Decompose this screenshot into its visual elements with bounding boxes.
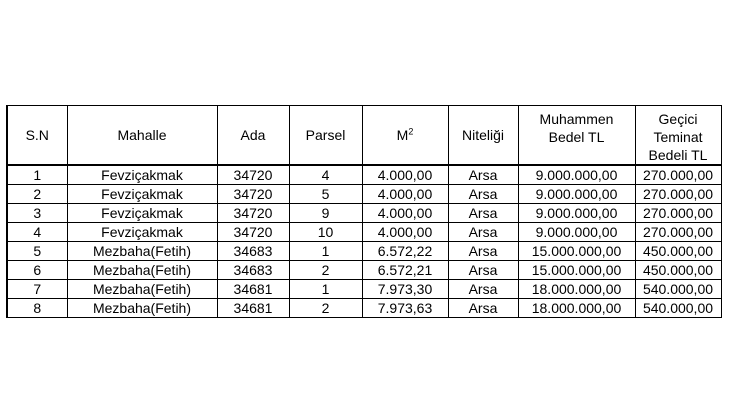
cell-sn: 7	[7, 280, 67, 299]
cell-niteligi: Arsa	[448, 280, 518, 299]
header-gecici-teminat: Geçici Teminat Bedeli TL	[635, 106, 721, 166]
header-m2	[362, 106, 448, 166]
cell-mahalle: Fevziçakmak	[67, 185, 217, 204]
cell-muhammen-bedel: 9.000.000,00	[518, 185, 635, 204]
cell-m2: 4.000,00	[362, 204, 448, 223]
cell-mahalle: Fevziçakmak	[67, 223, 217, 242]
table-row	[7, 261, 721, 280]
header-ada: Ada	[217, 106, 289, 166]
table-body	[7, 165, 721, 318]
cell-ada: 34720	[217, 165, 289, 185]
header-parsel: Parsel	[289, 106, 362, 166]
cell-sn: 8	[7, 299, 67, 318]
cell-m2: 7.973,63	[362, 299, 448, 318]
cell-m2: 6.572,21	[362, 261, 448, 280]
cell-sn: 5	[7, 242, 67, 261]
cell-niteligi: Arsa	[448, 299, 518, 318]
cell-parsel: 10	[289, 223, 362, 242]
cell-parsel: 1	[289, 280, 362, 299]
cell-muhammen-bedel: 18.000.000,00	[518, 280, 635, 299]
cell-muhammen-bedel: 9.000.000,00	[518, 204, 635, 223]
cell-niteligi: Arsa	[448, 165, 518, 185]
cell-muhammen-bedel: 18.000.000,00	[518, 299, 635, 318]
cell-mahalle: Fevziçakmak	[67, 204, 217, 223]
cell-m2: 4.000,00	[362, 223, 448, 242]
cell-muhammen-bedel: 15.000.000,00	[518, 261, 635, 280]
cell-mahalle: Mezbaha(Fetih)	[67, 299, 217, 318]
cell-parsel: 2	[289, 261, 362, 280]
cell-sn: 4	[7, 223, 67, 242]
table-row	[7, 280, 721, 299]
cell-gecici-teminat: 270.000,00	[635, 204, 721, 223]
header-m2-base: M	[396, 127, 409, 143]
cell-sn: 1	[7, 165, 67, 185]
header-muhammen-bedel: Muhammen Bedel TL	[518, 106, 635, 166]
cell-parsel: 9	[289, 204, 362, 223]
cell-mahalle: Mezbaha(Fetih)	[67, 242, 217, 261]
cell-ada: 34720	[217, 204, 289, 223]
cell-sn: 6	[7, 261, 67, 280]
cell-parsel: 2	[289, 299, 362, 318]
cell-ada: 34720	[217, 185, 289, 204]
table-row	[7, 165, 721, 185]
cell-niteligi: Arsa	[448, 261, 518, 280]
table-header-row	[7, 106, 721, 166]
cell-m2: 7.973,30	[362, 280, 448, 299]
cell-parsel: 5	[289, 185, 362, 204]
table-row	[7, 223, 721, 242]
cell-niteligi: Arsa	[448, 223, 518, 242]
cell-muhammen-bedel: 9.000.000,00	[518, 165, 635, 185]
cell-gecici-teminat: 540.000,00	[635, 280, 721, 299]
cell-mahalle: Mezbaha(Fetih)	[67, 261, 217, 280]
cell-m2: 4.000,00	[362, 165, 448, 185]
header-mahalle: Mahalle	[67, 106, 217, 166]
cell-muhammen-bedel: 9.000.000,00	[518, 223, 635, 242]
header-sn: S.N	[7, 106, 67, 166]
cell-parsel: 1	[289, 242, 362, 261]
table-row	[7, 204, 721, 223]
cell-niteligi: Arsa	[448, 242, 518, 261]
cell-ada: 34681	[217, 280, 289, 299]
cell-ada: 34681	[217, 299, 289, 318]
cell-sn: 3	[7, 204, 67, 223]
cell-sn: 2	[7, 185, 67, 204]
cell-muhammen-bedel: 15.000.000,00	[518, 242, 635, 261]
header-m2-superscript: 2	[408, 126, 414, 137]
cell-ada: 34683	[217, 261, 289, 280]
table-row	[7, 299, 721, 318]
table-row	[7, 185, 721, 204]
cell-m2: 4.000,00	[362, 185, 448, 204]
cell-parsel: 4	[289, 165, 362, 185]
cell-gecici-teminat: 270.000,00	[635, 165, 721, 185]
table-row	[7, 242, 721, 261]
cell-niteligi: Arsa	[448, 204, 518, 223]
cell-mahalle: Mezbaha(Fetih)	[67, 280, 217, 299]
cell-gecici-teminat: 270.000,00	[635, 185, 721, 204]
cell-niteligi: Arsa	[448, 185, 518, 204]
cell-ada: 34720	[217, 223, 289, 242]
header-niteligi: Niteliği	[448, 106, 518, 166]
land-sale-table	[6, 105, 722, 318]
cell-gecici-teminat: 270.000,00	[635, 223, 721, 242]
cell-gecici-teminat: 450.000,00	[635, 242, 721, 261]
cell-mahalle: Fevziçakmak	[67, 165, 217, 185]
cell-m2: 6.572,22	[362, 242, 448, 261]
cell-gecici-teminat: 450.000,00	[635, 261, 721, 280]
cell-ada: 34683	[217, 242, 289, 261]
cell-gecici-teminat: 540.000,00	[635, 299, 721, 318]
